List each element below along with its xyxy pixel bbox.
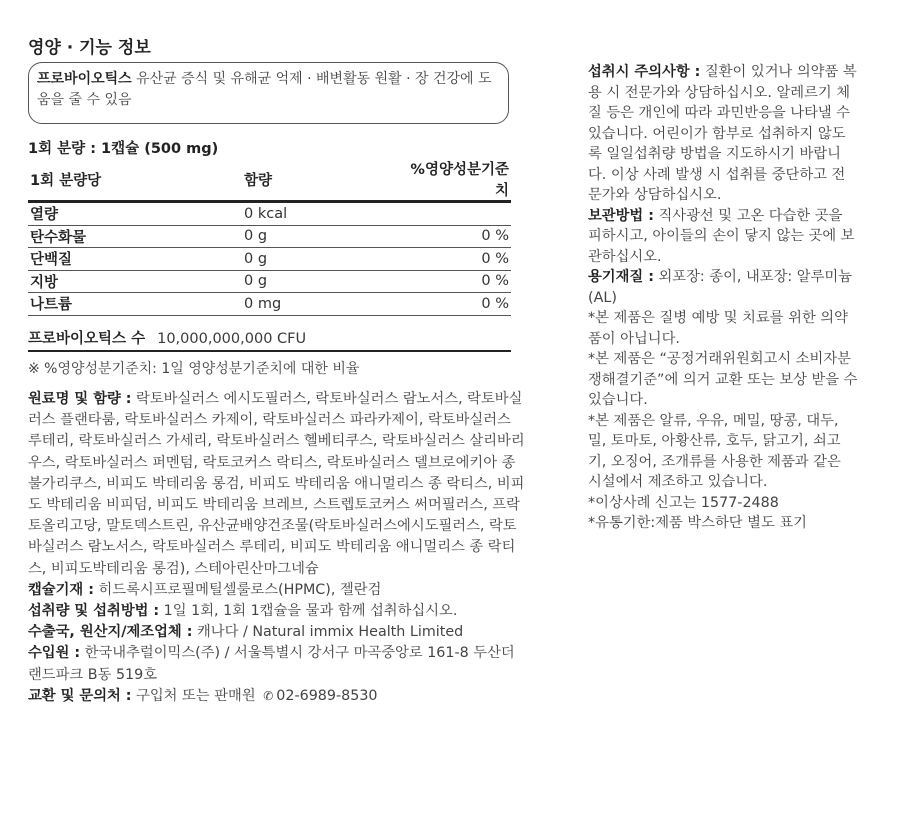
capsule-label: 캡슐기재 :: [28, 581, 94, 598]
contact-label: 교환 및 문의처 :: [28, 687, 132, 704]
nutrition-table: [28, 158, 511, 316]
phone-icon: ✆: [263, 688, 274, 703]
table-header-row: [28, 158, 511, 202]
notice-item: *본 제품은 “공정거래위원회고시 소비자분쟁해결기준”에 의거 교환 또는 보상 받을 수 있습니다.: [588, 351, 858, 408]
table-row: [28, 202, 511, 226]
probiotics-count: [28, 327, 511, 352]
functional-claim-box: [28, 62, 509, 124]
storage-paragraph: [588, 206, 858, 268]
nutrient-name: 단백질: [30, 252, 73, 269]
origin-text: 캐나다 / Natural immix Health Limited: [192, 624, 464, 641]
claim-text: 유산균 증식 및 유해균 억제 · 배변활동 원활 · 장 건강에 도움을 줄 수 있음: [37, 71, 492, 108]
header-per-serving: 1회 분량당: [30, 172, 102, 189]
nutrient-dv: [396, 202, 511, 226]
notice-item: *이상사례 신고는 1577-2488: [588, 494, 779, 511]
material-label: 용기재질 :: [588, 269, 654, 285]
precautions-column: [588, 62, 858, 534]
intake-label: 섭취량 및 섭취방법 :: [28, 603, 160, 620]
storage-label: 보관방법 :: [588, 207, 654, 224]
caution-text: 질환이 있거나 의약품 복용 시 전문가와 상담하십시오. 알레르기 체질 등은 개인에 따라 과민반응을 나타낼 수 있습니다. 어린이가 함부로 섭취하지 않도록 일일섭취량 방법을 지도하시기 바랍니다. 이상 사례 발생 시 섭취를 중단하고 전문가와 상담하십시오.: [588, 64, 857, 203]
nutrient-dv: 0 %: [481, 273, 509, 290]
nutrient-dv: 0 %: [481, 250, 509, 267]
nutrient-name: 지방: [30, 274, 59, 291]
nutrient-amount: 0 g: [244, 273, 268, 290]
importer-paragraph: [28, 643, 528, 685]
contact-text: 구입처 또는 판매원: [131, 687, 261, 704]
contact-paragraph: [28, 686, 528, 707]
header-amount: 함량: [244, 172, 273, 189]
notice-item: *유통기한:제품 박스하단 별도 표기: [588, 515, 807, 531]
probiotics-value: 10,000,000,000 CFU: [157, 331, 307, 347]
material-paragraph: [588, 267, 858, 308]
capsule-text: 히드록시프로필메틸셀룰로스(HPMC), 젤란검: [93, 581, 382, 598]
origin-paragraph: [28, 622, 528, 643]
material-text: 외포장: 종이, 내포장: 알루미늄(AL): [588, 269, 853, 306]
nutrient-amount: 0 kcal: [244, 205, 288, 222]
caution-label: 섭취시 주의사항 :: [588, 64, 701, 80]
nutrient-dv: 0 %: [481, 228, 509, 245]
intake-text: 1일 1회, 1회 1캡슐을 물과 함께 섭취하십시오.: [159, 603, 458, 620]
caution-paragraph: [588, 62, 858, 206]
ingredients-label: 원료명 및 함량 :: [28, 391, 132, 407]
table-row: [28, 248, 511, 271]
section-title: 영양 · 기능 정보: [28, 38, 151, 58]
intake-paragraph: [28, 601, 528, 622]
nutrient-name: 탄수화물: [30, 229, 87, 246]
origin-label: 수출국, 원산지/제조업체 :: [28, 624, 193, 641]
nutrient-amount: 0 mg: [244, 295, 282, 312]
importer-text: 한국내추럴이믹스(주) / 서울특별시 강서구 마곡중앙로 161-8 두산더랜드파크 B동 519호: [28, 645, 515, 683]
header-daily-value: %영양성분기준치: [410, 162, 509, 199]
nutrient-amount: 0 g: [244, 228, 268, 245]
table-row: [28, 270, 511, 293]
table-row: [28, 225, 511, 248]
nutrient-dv: 0 %: [481, 295, 509, 312]
claim-label: 프로바이오틱스: [37, 71, 132, 87]
nutrient-name: 열량: [30, 207, 59, 224]
notice-item: *본 제품은 질병 예방 및 치료를 위한 의약품이 아닙니다.: [588, 310, 848, 347]
ingredients-paragraph: [28, 389, 528, 580]
probiotics-label: 프로바이오틱스 수: [28, 331, 146, 347]
notice-item: *본 제품은 알류, 우유, 메밀, 땅콩, 대두, 밀, 토마토, 아황산류, 호두, 닭고기, 쇠고기, 오징어, 조개류를 사용한 제품과 같은 시설에서 제조하고 있습니다.: [588, 412, 841, 490]
contact-phone: 02-6989-8530: [276, 687, 378, 704]
capsule-paragraph: [28, 580, 528, 601]
nutrient-amount: 0 g: [244, 250, 268, 267]
importer-label: 수입원 :: [28, 645, 81, 662]
table-row: [28, 293, 511, 316]
nutrient-name: 나트륨: [30, 297, 73, 314]
product-details: [28, 389, 528, 707]
daily-value-note: ※ %영양성분기준치: 1일 영양성분기준치에 대한 비율: [28, 361, 360, 377]
serving-size: 1회 분량 : 1캡슐 (500 mg): [28, 141, 219, 157]
ingredients-text: 락토바실러스 에시도필러스, 락토바실러스 람노서스, 락토바실러스 플랜타룸, 락토바실러스 카제이, 락토바실러스 파라카제이, 락토바실러스 루테리, 락토바실러스 가세리, 락토바실러스 헬베티쿠스, 락토바실러스 살리바리우스, 락토바실러스 퍼멘텀, 락토코커스 락티스, 락토바실러스 델브로에키아 종 불가리쿠스, 비피도 박테리움 롱검, 비피도 박테리움 애니멀리스 종 락티스, 비피도 박테리움 비피덤, 비피도 박테리움 브레브, 스트렙토코커스 써머필러스, 프락토올리고당, 말토덱스트린, 유산균배양건조물(락토바실러스에시도필러스, 락토바실러스 람노서스, 락토바실러스 루테리, 비피도 박테리움 애니멀리스 종 락티스, 비피도박테리움 롱검), 스테아린산마그네슘: [28, 391, 525, 577]
storage-text: 직사광선 및 고온 다습한 곳을 피하시고, 아이들의 손이 닿지 않는 곳에 보관하십시오.: [588, 207, 855, 265]
